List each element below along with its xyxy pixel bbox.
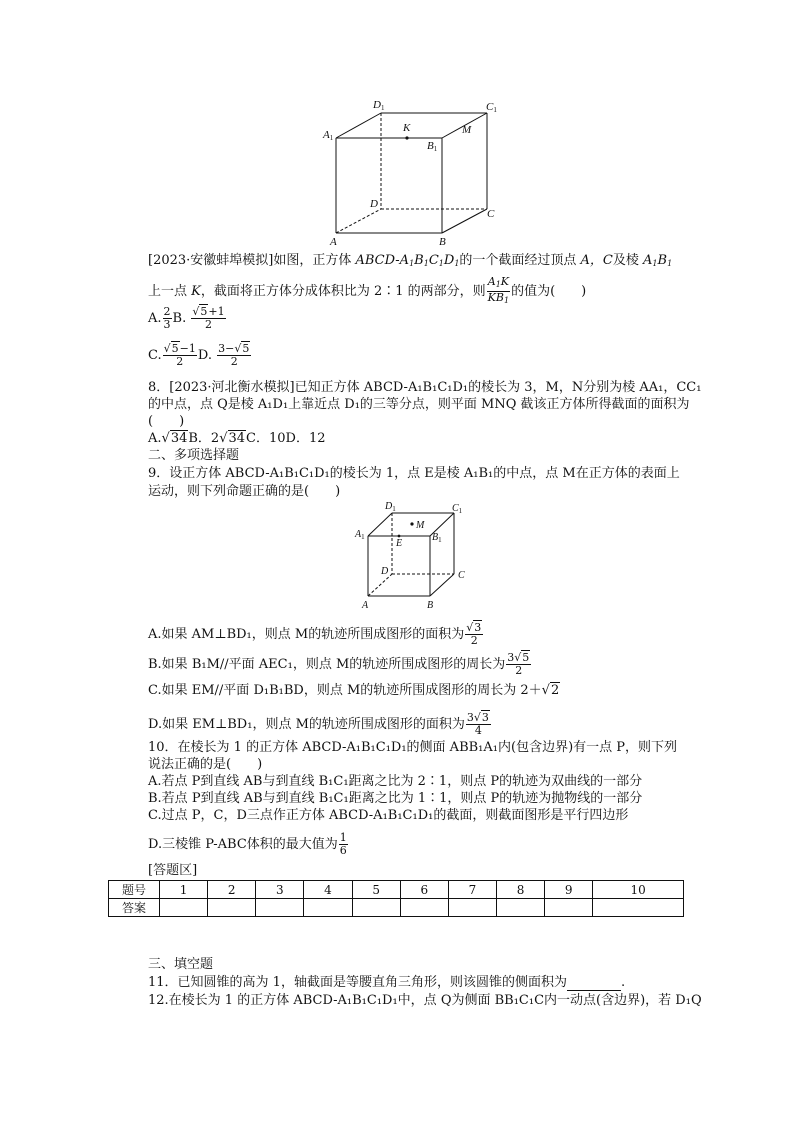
section-multiple-choice: 二、多项选择题 <box>148 448 240 463</box>
answer-cell[interactable] <box>304 899 352 917</box>
label-M: M <box>462 124 472 136</box>
answer-cell[interactable] <box>400 899 448 917</box>
answer-number-cell: 2 <box>208 881 256 899</box>
label-M: M <box>416 520 425 531</box>
answer-cell[interactable] <box>160 899 208 917</box>
hidden-edge-A-D <box>368 574 392 596</box>
point-E <box>398 535 401 538</box>
q9-option-a: A.如果 AM⊥BD₁，则点 M的轨迹所围成图形的面积为 $\frac{√3}{2}$ <box>148 621 482 647</box>
q7-options-cd: C. $\frac{√5-1}{2}$ D. $\frac{3-√5}{2}$ <box>148 342 250 368</box>
q11: 11．已知圆锥的高为 1，轴截面是等腰直角三角形，则该圆锥的侧面积为 . <box>148 975 626 990</box>
ratio-A1K-KB1: $\frac{A_1K}{KB_1}$ <box>487 275 510 305</box>
answer-cell[interactable] <box>496 899 544 917</box>
label-B1: $B_1$ <box>432 532 442 544</box>
q10-option-d: D.三棱锥 P-ABC体积的最大值为 $\frac{1}{6}$ <box>148 831 347 857</box>
label-K: K <box>403 122 411 134</box>
label-C: C <box>458 570 465 581</box>
q8-line3: ( ) <box>148 414 185 429</box>
q7-line1: [2023·安徽蚌埠模拟]如图，正方体 ABCD-$A_1B_1C_1D_1$的一个截面经过顶点 A，C及棱 $A_1B_1$ <box>148 253 673 268</box>
q9-option-d: D.如果 EM⊥BD₁，则点 M的轨迹所围成图形的面积为 $\frac{3√3}{4}$ <box>148 711 489 737</box>
q7-options-ab: A. $\frac{2}{3}$ B. $\frac{√5+1}{2}$ <box>148 305 225 331</box>
answer-cell[interactable] <box>448 899 496 917</box>
point-M <box>410 522 413 525</box>
label-E: E <box>396 538 403 549</box>
answer-cell[interactable] <box>545 899 593 917</box>
q8-line1: 8．[2023·河北衡水模拟]已知正方体 ABCD-A₁B₁C₁D₁的棱长为 3，M，N分别为棱 AA₁，CC₁ <box>148 380 702 395</box>
label-A1: A1 <box>323 129 334 142</box>
answer-number-cell: 4 <box>304 881 352 899</box>
q9-option-c: C.如果 EM//平面 D₁B₁BD，则点 M的轨迹所围成图形的周长为 2＋√2 <box>148 683 560 698</box>
cube-figure-2 <box>352 498 482 612</box>
answer-cell[interactable] <box>352 899 400 917</box>
edge-A1-D1 <box>368 513 392 536</box>
edge-B-C <box>442 209 487 233</box>
answer-number-cell: 8 <box>496 881 544 899</box>
label-D1: D1 <box>373 99 385 112</box>
label-C1: C1 <box>486 101 497 114</box>
answer-table-number-row <box>109 881 684 899</box>
answer-number-cell: 7 <box>448 881 496 899</box>
answer-table-number-header: 题号 <box>109 881 160 899</box>
edge-A1-D1 <box>336 113 381 138</box>
label-C1: $C_1$ <box>452 503 463 515</box>
hidden-edge-A-D <box>336 209 381 233</box>
point-K <box>405 136 408 139</box>
q11-answer-blank[interactable] <box>567 978 621 991</box>
label-D1: $D_1$ <box>385 501 396 513</box>
answer-number-cell: 1 <box>160 881 208 899</box>
label-C: C <box>487 208 495 220</box>
label-B1: B1 <box>427 140 438 153</box>
label-B: B <box>427 600 434 611</box>
label-D: D <box>381 566 389 577</box>
answer-table-answer-header: 答案 <box>109 899 160 917</box>
answer-cell[interactable] <box>593 899 684 917</box>
label-A1: $A_1$ <box>355 529 365 541</box>
q8-options: A.√34B．2√34C．10D．12 <box>148 431 326 446</box>
q9-line1: 9．设正方体 ABCD-A₁B₁C₁D₁的棱长为 1，点 E是棱 A₁B₁的中点，点 M在正方体的表面上 <box>148 466 680 481</box>
q9-option-b: B.如果 B₁M//平面 AEC₁，则点 M的轨迹所围成图形的周长为 $\frac{3√5}{2}$ <box>148 651 530 677</box>
label-B: B <box>439 236 446 248</box>
answer-number-cell: 5 <box>352 881 400 899</box>
label-A: A <box>330 236 337 248</box>
cube-figure-1 <box>320 96 520 248</box>
answer-cell[interactable] <box>208 899 256 917</box>
q10-line2: 说法正确的是( ) <box>148 757 263 772</box>
answer-table <box>108 880 684 917</box>
answer-table-answer-row <box>109 899 684 917</box>
q12: 12.在棱长为 1 的正方体 ABCD-A₁B₁C₁D₁中，点 Q为侧面 BB₁C₁C内一动点(含边界)，若 D₁Q <box>148 993 702 1008</box>
answer-area-label: [答题区] <box>148 863 198 878</box>
answer-number-cell: 6 <box>400 881 448 899</box>
edge-B-C <box>430 574 454 596</box>
section-fill-in: 三、填空题 <box>148 957 214 972</box>
q10-option-c: C.过点 P，C，D三点作正方体 ABCD-A₁B₁C₁D₁的截面，则截面图形是平行四边形 <box>148 808 629 823</box>
q9-line2: 运动，则下列命题正确的是( ) <box>148 484 341 499</box>
label-A: A <box>362 600 369 611</box>
label-D: D <box>370 198 378 210</box>
answer-number-cell: 9 <box>545 881 593 899</box>
q10-option-a: A.若点 P到直线 AB与到直线 B₁C₁距离之比为 2∶1，则点 P的轨迹为双曲线的一部分 <box>148 774 643 789</box>
q7-line2: 上一点 K，截面将正方体分成体积比为 2∶1 的两部分，则 $\frac{A_1K}{KB_1}$ 的值为( ) <box>148 275 587 305</box>
answer-number-cell: 3 <box>256 881 304 899</box>
answer-cell[interactable] <box>256 899 304 917</box>
q8-line2: 的中点，点 Q是棱 A₁D₁上靠近点 D₁的三等分点，则平面 MNQ 截该正方体所得截面的面积为 <box>148 397 690 412</box>
q10-line1: 10．在棱长为 1 的正方体 ABCD-A₁B₁C₁D₁的侧面 ABB₁A₁内(包含边界)有一点 P，则下列 <box>148 740 678 755</box>
q10-option-b: B.若点 P到直线 AB与到直线 B₁C₁距离之比为 1∶1，则点 P的轨迹为抛物线的一部分 <box>148 791 643 806</box>
answer-number-cell: 10 <box>593 881 684 899</box>
